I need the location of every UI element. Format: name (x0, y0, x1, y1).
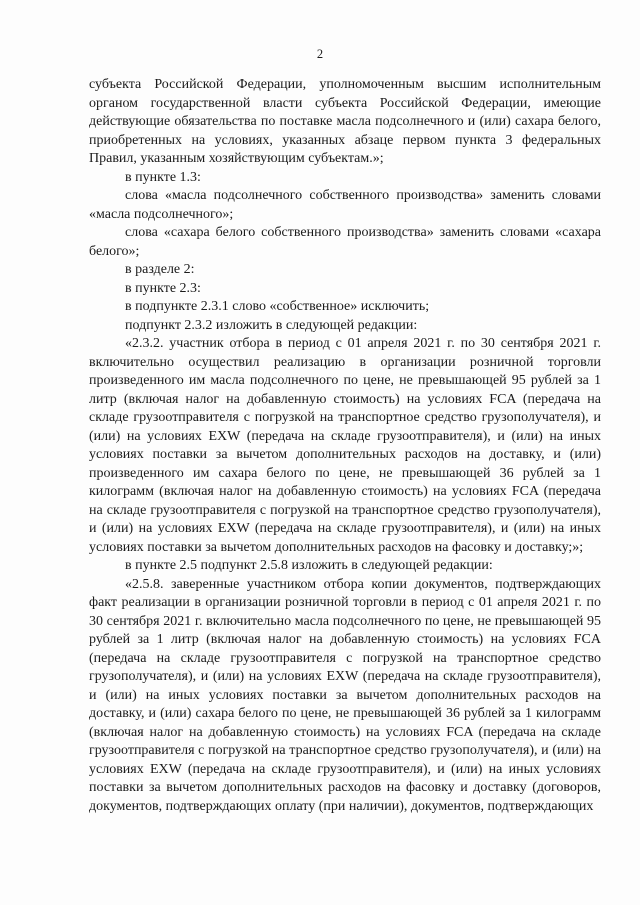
paragraph-clause-1-3: в пункте 1.3: (125, 169, 201, 185)
document-body (89, 76, 601, 816)
paragraph-continuation: субъекта Российской Федерации, уполномоченным высшим исполнительным органом государственной власти субъекта Российской Федерации, имеющие действующие обязательства по поставке масла подсолнечного и (или) сахара белого, приобретенных на условиях, указанных абзаце первом пункта 3 федеральных Правил, указанным хозяйствующим субъектам.»; (89, 77, 601, 166)
paragraph-section-2: в разделе 2: (125, 262, 195, 277)
paragraph-sugar-wording: слова «сахара белого собственного производства» заменить словами «сахара белого»; (89, 225, 601, 259)
paragraph-subclause-2-3-2-intro: подпункт 2.3.2 изложить в следующей редакции: (125, 317, 418, 333)
paragraph-clause-2-5-intro: в пункте 2.5 подпункт 2.5.8 изложить в следующей редакции: (125, 558, 493, 573)
paragraph-subclause-2-3-2-text: «2.3.2. участник отбора в период с 01 апреля 2021 г. по 30 сентября 2021 г. включительно осуществил реализацию в организации розничной торговли произведенного им масла подсолнечного по цене, не превышающей 95 рублей за 1 литр (включая налог на добавленную стоимость) на условиях FCA (передача на складе грузоотправителя с погрузкой на транспортное средство грузополучателя), и (или) на условиях EXW (передача на складе грузоотправителя), и (или) на иных условиях поставки за вычетом дополнительных расходов на доставку, и (или) произведенного им сахара белого по цене, не превышающей 36 рублей за 1 килограмм (включая налог на добавленную стоимость) на условиях FCA (передача на складе грузоотправителя с погрузкой на транспортное средство грузополучателя), и (или) на условиях EXW (передача на складе грузоотправителя), и (или) на иных условиях поставки за вычетом дополнительных расходов на фасовку и доставку;»; (89, 336, 601, 555)
paragraph-subclause-2-5-8-text: «2.5.8. заверенные участником отбора копии документов, подтверждающих факт реализации в организации розничной торговли в период с 01 апреля 2021 г. по 30 сентября 2021 г. включительно масла подсолнечного по цене, не превышающей 95 рублей за 1 литр (включая налог на добавленную стоимость) на условиях FCA (передача на складе грузоотправителя с погрузкой на транспортное средство грузополучателя), и (или) на условиях EXW (передача на складе грузоотправителя), и (или) на иных условиях поставки за вычетом дополнительных расходов на доставку, и (или) сахара белого по цене, не превышающей 36 рублей за 1 килограмм (включая налог на добавленную стоимость) на условиях FCA (передача на складе грузоотправителя с погрузкой на транспортное средство грузополучателя), и (или) на условиях EXW (передача на складе грузоотправителя), и (или) на иных условиях поставки за вычетом дополнительных расходов на фасовку и доставку (договоров, документов, подтверждающих оплату (при наличии), документов, подтверждающих (89, 576, 601, 814)
paragraph-clause-2-3: в пункте 2.3: (125, 280, 201, 296)
paragraph-subclause-2-3-1: в подпункте 2.3.1 слово «собственное» исключить; (125, 299, 430, 314)
page-number: 2 (316, 47, 324, 61)
paragraph-sunflower-oil-wording: слова «масла подсолнечного собственного производства» заменить словами «масла подсолнечного»; (89, 188, 601, 222)
